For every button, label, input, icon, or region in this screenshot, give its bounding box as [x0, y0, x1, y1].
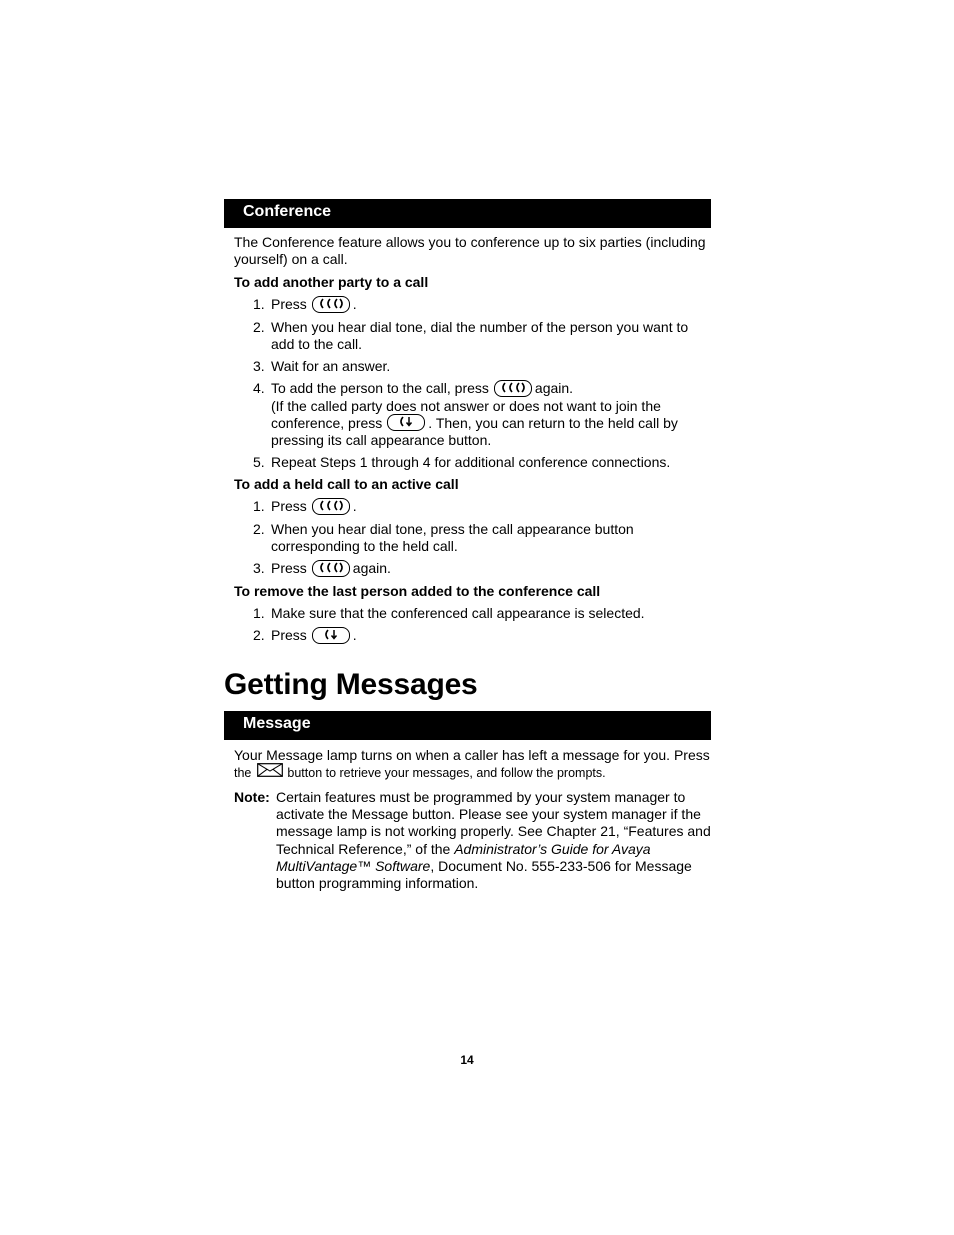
conference-button-icon [494, 380, 532, 397]
conference-button-icon [312, 296, 350, 313]
conference-section-header: Conference [224, 199, 711, 228]
envelope-icon [257, 763, 283, 781]
add-held-heading: To add a held call to an active call [234, 476, 459, 493]
list-item: 3. Press again. [253, 560, 391, 577]
list-item: 1. Press . [253, 498, 357, 515]
conference-intro: The Conference feature allows you to conference up to six parties (including yourself) on a call. [234, 234, 706, 267]
list-item: 2. When you hear dial tone, press the call appearance button corresponding to the held call. [253, 521, 634, 555]
list-item: 1. Press . [253, 296, 357, 312]
page-number: 14 [460, 1053, 474, 1067]
list-item: 3. Wait for an answer. [253, 357, 391, 374]
add-party-steps [224, 296, 711, 471]
message-section-header: Message [224, 711, 711, 740]
conference-button-icon [312, 560, 350, 577]
message-note: Note: Certain features must be programmed by your system manager to activate the Message button. Please see your system manager if the message lamp is not working properly. See Chapter 21, “Features and Technical Reference,” of the Administrator’s Guide for Avaya MultiVantage™ Software, Document No. 555-233-506 for Message button programming information. [234, 789, 711, 892]
conference-button-icon [312, 498, 350, 515]
add-party-heading: To add another party to a call [234, 274, 429, 290]
getting-messages-title: Getting Messages [224, 667, 478, 701]
message-intro: Your Message lamp turns on when a caller has left a message for you. Press the button to retrieve your messages, and follow the prompts. [234, 746, 710, 780]
list-item: 2. When you hear dial tone, dial the number of the person you want to add to the call. [253, 318, 689, 352]
list-item: 1. Make sure that the conferenced call appearance is selected. [253, 604, 645, 621]
drop-button-icon [312, 627, 350, 644]
list-item: 5. Repeat Steps 1 through 4 for additional conference connections. [253, 454, 671, 471]
drop-button-icon [387, 414, 425, 431]
page-content [224, 199, 711, 892]
remove-steps [224, 605, 711, 645]
add-held-steps [224, 498, 711, 578]
remove-heading: To remove the last person added to the conference call [234, 582, 601, 599]
list-item: 4. To add the person to the call, press again. (If the called party does not answer or does not want to join the conference, press . Then, you can return to the held call by pressing its call appearance button. [253, 379, 678, 449]
list-item: 2. Press . [253, 626, 357, 643]
